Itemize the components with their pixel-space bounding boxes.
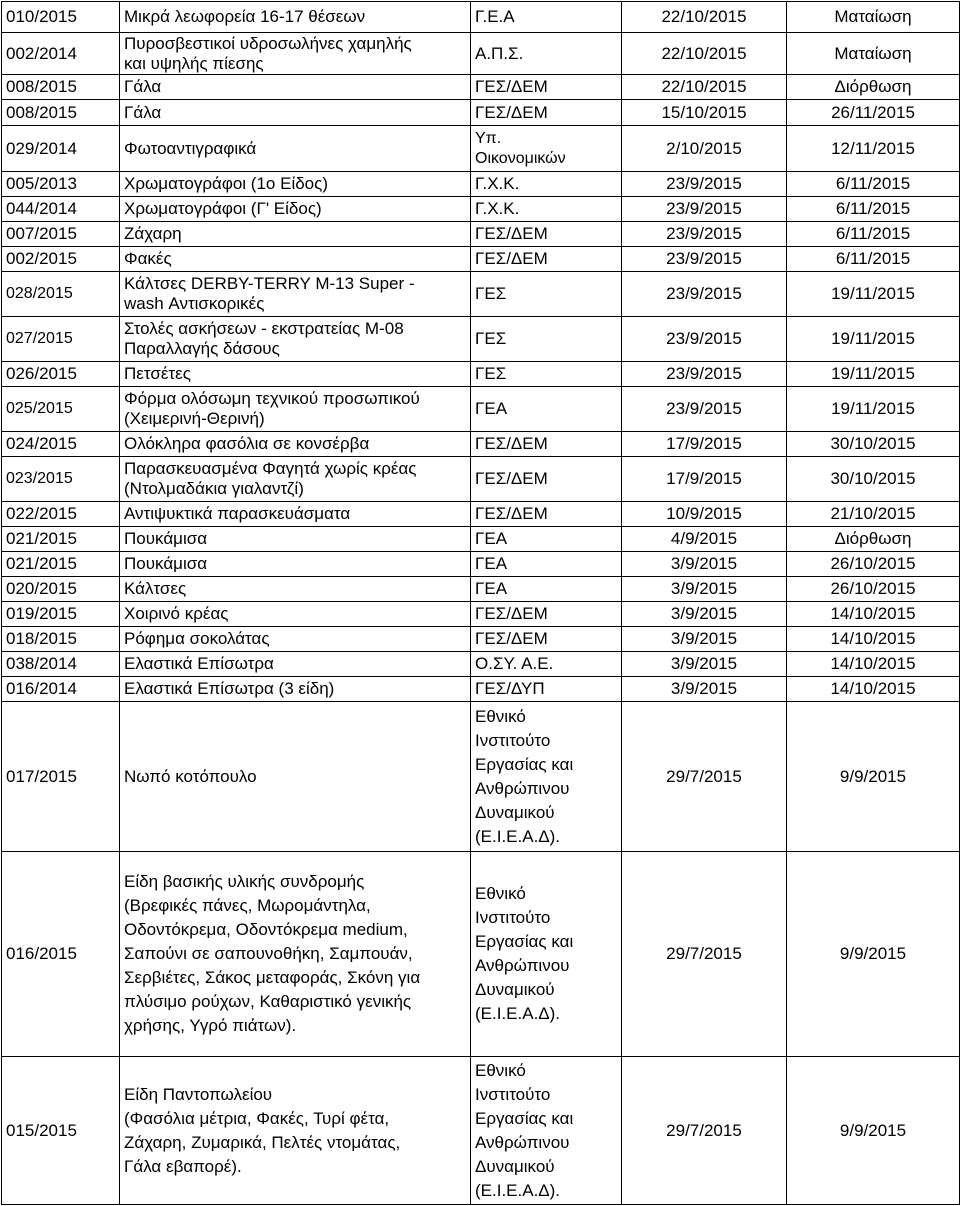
tender-service: ΓΕΣ/ΔΕΜ <box>471 457 622 502</box>
tender-result: 19/11/2015 <box>787 317 960 362</box>
tender-item: Κάλτσες DERBY-TERRY M-13 Super - wash Αντισκορικές <box>120 272 471 317</box>
tender-date: 23/9/2015 <box>622 272 787 317</box>
table-row <box>2 432 960 457</box>
tender-date: 23/9/2015 <box>622 362 787 387</box>
tender-result: 26/10/2015 <box>787 577 960 602</box>
table-row <box>2 362 960 387</box>
tender-service: Α.Π.Σ. <box>471 33 622 75</box>
tender-result: 14/10/2015 <box>787 652 960 677</box>
tender-service: ΓΕΣ <box>471 362 622 387</box>
tender-code: 022/2015 <box>2 502 120 527</box>
tender-code: 017/2015 <box>2 702 120 852</box>
tender-result: 30/10/2015 <box>787 457 960 502</box>
tender-service: ΓΕΣ/ΔΕΜ <box>471 75 622 100</box>
tender-service: ΓΕΑ <box>471 577 622 602</box>
table-row <box>2 652 960 677</box>
table-row <box>2 317 960 362</box>
tender-date: 22/10/2015 <box>622 33 787 75</box>
tender-code: 027/2015 <box>2 317 120 362</box>
table-row <box>2 627 960 652</box>
tender-item: Ολόκληρα φασόλια σε κονσέρβα <box>120 432 471 457</box>
tender-item: Ελαστικά Επίσωτρα (3 είδη) <box>120 677 471 702</box>
tender-item: Μικρά λεωφορεία 16-17 θέσεων <box>120 2 471 33</box>
tender-date: 2/10/2015 <box>622 126 787 172</box>
tender-service: ΓΕΣ/ΔΕΜ <box>471 502 622 527</box>
tender-result: 14/10/2015 <box>787 627 960 652</box>
tender-date: 22/10/2015 <box>622 75 787 100</box>
tender-item: Φωτοαντιγραφικά <box>120 126 471 172</box>
tender-item: Γάλα <box>120 100 471 126</box>
tender-service: Εθνικό Ινστιτούτο Εργασίας και Ανθρώπινου Δυναμικού (Ε.Ι.Ε.Α.Δ). <box>471 852 622 1057</box>
tender-code: 002/2015 <box>2 247 120 272</box>
tender-result: 26/11/2015 <box>787 100 960 126</box>
tender-item: Ρόφημα σοκολάτας <box>120 627 471 652</box>
tender-item: Ζάχαρη <box>120 222 471 247</box>
tenders-table <box>1 1 960 1205</box>
tender-service: ΓΕΣ/ΔΕΜ <box>471 627 622 652</box>
tender-result: 19/11/2015 <box>787 387 960 432</box>
tender-result: Ματαίωση <box>787 33 960 75</box>
tender-date: 23/9/2015 <box>622 317 787 362</box>
tender-item: Παρασκευασμένα Φαγητά χωρίς κρέας (Ντολμαδάκια γιαλαντζί) <box>120 457 471 502</box>
tender-code: 025/2015 <box>2 387 120 432</box>
table-row <box>2 602 960 627</box>
tender-item: Στολές ασκήσεων - εκστρατείας Μ-08 Παραλλαγής δάσους <box>120 317 471 362</box>
tender-result: Ματαίωση <box>787 2 960 33</box>
tender-date: 23/9/2015 <box>622 387 787 432</box>
tender-code: 029/2014 <box>2 126 120 172</box>
tender-service: ΓΕΑ <box>471 552 622 577</box>
tender-code: 019/2015 <box>2 602 120 627</box>
tender-item: Νωπό κοτόπουλο <box>120 702 471 852</box>
table-row <box>2 197 960 222</box>
table-row <box>2 247 960 272</box>
tender-result: 6/11/2015 <box>787 197 960 222</box>
tender-service: ΓΕΣ/ΔΕΜ <box>471 432 622 457</box>
tender-result: 6/11/2015 <box>787 172 960 197</box>
tender-item: Πυροσβεστικοί υδροσωλήνες χαμηλής και υψηλής πίεσης <box>120 33 471 75</box>
tender-code: 028/2015 <box>2 272 120 317</box>
tender-code: 021/2015 <box>2 527 120 552</box>
tender-date: 3/9/2015 <box>622 552 787 577</box>
tender-item: Φακές <box>120 247 471 272</box>
tender-service: Γ.Χ.Κ. <box>471 172 622 197</box>
tender-code: 015/2015 <box>2 1057 120 1205</box>
tender-result: 6/11/2015 <box>787 222 960 247</box>
tender-service: Γ.Χ.Κ. <box>471 197 622 222</box>
tender-item: Γάλα <box>120 75 471 100</box>
table-row <box>2 852 960 1057</box>
tender-date: 3/9/2015 <box>622 652 787 677</box>
table-row <box>2 502 960 527</box>
tender-date: 4/9/2015 <box>622 527 787 552</box>
tender-service: Υπ. Οικονομικών <box>471 126 622 172</box>
tender-date: 3/9/2015 <box>622 602 787 627</box>
tender-result: 21/10/2015 <box>787 502 960 527</box>
tender-date: 29/7/2015 <box>622 702 787 852</box>
table-row <box>2 577 960 602</box>
tender-code: 020/2015 <box>2 577 120 602</box>
tender-date: 22/10/2015 <box>622 2 787 33</box>
table-row <box>2 677 960 702</box>
tender-date: 23/9/2015 <box>622 247 787 272</box>
tender-result: 30/10/2015 <box>787 432 960 457</box>
table-row <box>2 100 960 126</box>
tender-result: 9/9/2015 <box>787 1057 960 1205</box>
tender-service: ΓΕΣ/ΔΕΜ <box>471 100 622 126</box>
tender-code: 021/2015 <box>2 552 120 577</box>
tender-service: ΓΕΣ/ΔΕΜ <box>471 602 622 627</box>
tender-date: 23/9/2015 <box>622 172 787 197</box>
tender-result: 19/11/2015 <box>787 272 960 317</box>
tender-date: 29/7/2015 <box>622 852 787 1057</box>
tender-result: 6/11/2015 <box>787 247 960 272</box>
tender-item: Ελαστικά Επίσωτρα <box>120 652 471 677</box>
table-row <box>2 172 960 197</box>
table-row <box>2 527 960 552</box>
tender-date: 3/9/2015 <box>622 677 787 702</box>
table-row <box>2 126 960 172</box>
tender-service: ΓΕΑ <box>471 527 622 552</box>
tender-result: 9/9/2015 <box>787 852 960 1057</box>
table-row <box>2 387 960 432</box>
tender-date: 10/9/2015 <box>622 502 787 527</box>
table-row <box>2 272 960 317</box>
tender-date: 3/9/2015 <box>622 627 787 652</box>
tender-service: ΓΕΣ/ΔΕΜ <box>471 222 622 247</box>
tender-code: 010/2015 <box>2 2 120 33</box>
tender-code: 016/2014 <box>2 677 120 702</box>
tender-result: 26/10/2015 <box>787 552 960 577</box>
table-row <box>2 702 960 852</box>
tender-code: 016/2015 <box>2 852 120 1057</box>
tender-item: Αντιψυκτικά παρασκευάσματα <box>120 502 471 527</box>
tender-result: 14/10/2015 <box>787 677 960 702</box>
tender-item: Χοιρινό κρέας <box>120 602 471 627</box>
tender-code: 005/2013 <box>2 172 120 197</box>
tender-item: Κάλτσες <box>120 577 471 602</box>
tender-code: 023/2015 <box>2 457 120 502</box>
table-row <box>2 552 960 577</box>
tender-item: Πουκάμισα <box>120 527 471 552</box>
tender-item: Χρωματογράφοι (Γ' Είδος) <box>120 197 471 222</box>
tender-code: 038/2014 <box>2 652 120 677</box>
tender-date: 23/9/2015 <box>622 222 787 247</box>
tender-code: 002/2014 <box>2 33 120 75</box>
tender-result: 14/10/2015 <box>787 602 960 627</box>
tender-item: Είδη Παντοπωλείου (Φασόλια μέτρια, Φακές, Τυρί φέτα, Ζάχαρη, Ζυμαρικά, Πελτές ντομάτας, Γάλα εβαπορέ). <box>120 1057 471 1205</box>
tender-service: ΓΕΣ/ΔΥΠ <box>471 677 622 702</box>
tender-date: 17/9/2015 <box>622 432 787 457</box>
tender-item: Είδη βασικής υλικής συνδρομής (Βρεφικές πάνες, Μωρομάντηλα, Οδοντόκρεμα, Οδοντόκρεμα medium, Σαπούνι σε σαπουνοθήκη, Σαμπουάν, Σερβιέτες, Σάκος μεταφοράς, Σκόνη για πλύσιμο ρούχων, Καθαριστικό γενικής χρήσης, Υγρό πιάτων). <box>120 852 471 1057</box>
tender-code: 007/2015 <box>2 222 120 247</box>
tender-code: 044/2014 <box>2 197 120 222</box>
tender-service: ΓΕΣ <box>471 317 622 362</box>
tender-item: Πετσέτες <box>120 362 471 387</box>
tender-date: 3/9/2015 <box>622 577 787 602</box>
tender-result: 12/11/2015 <box>787 126 960 172</box>
tender-code: 018/2015 <box>2 627 120 652</box>
table-row <box>2 75 960 100</box>
table-row <box>2 33 960 75</box>
tender-service: ΓΕΣ <box>471 272 622 317</box>
table-row <box>2 1057 960 1205</box>
tender-result: 19/11/2015 <box>787 362 960 387</box>
table-row <box>2 2 960 33</box>
tender-code: 024/2015 <box>2 432 120 457</box>
table-row <box>2 457 960 502</box>
tender-date: 15/10/2015 <box>622 100 787 126</box>
tender-item: Χρωματογράφοι (1ο Είδος) <box>120 172 471 197</box>
tender-service: Εθνικό Ινστιτούτο Εργασίας και Ανθρώπινου Δυναμικού (Ε.Ι.Ε.Α.Δ). <box>471 702 622 852</box>
tender-code: 008/2015 <box>2 75 120 100</box>
tenders-table-body <box>2 2 960 1205</box>
tender-date: 17/9/2015 <box>622 457 787 502</box>
tender-service: Ο.ΣΥ. Α.Ε. <box>471 652 622 677</box>
tender-service: ΓΕΑ <box>471 387 622 432</box>
tender-item: Πουκάμισα <box>120 552 471 577</box>
table-row <box>2 222 960 247</box>
tender-date: 29/7/2015 <box>622 1057 787 1205</box>
tender-code: 026/2015 <box>2 362 120 387</box>
tender-service: Γ.Ε.Α <box>471 2 622 33</box>
tender-service: ΓΕΣ/ΔΕΜ <box>471 247 622 272</box>
tender-code: 008/2015 <box>2 100 120 126</box>
tender-result: Διόρθωση <box>787 527 960 552</box>
tender-item: Φόρμα ολόσωμη τεχνικού προσωπικού (Χειμερινή-Θερινή) <box>120 387 471 432</box>
tender-result: Διόρθωση <box>787 75 960 100</box>
tender-service: Εθνικό Ινστιτούτο Εργασίας και Ανθρώπινου Δυναμικού (Ε.Ι.Ε.Α.Δ). <box>471 1057 622 1205</box>
tender-date: 23/9/2015 <box>622 197 787 222</box>
tender-result: 9/9/2015 <box>787 702 960 852</box>
